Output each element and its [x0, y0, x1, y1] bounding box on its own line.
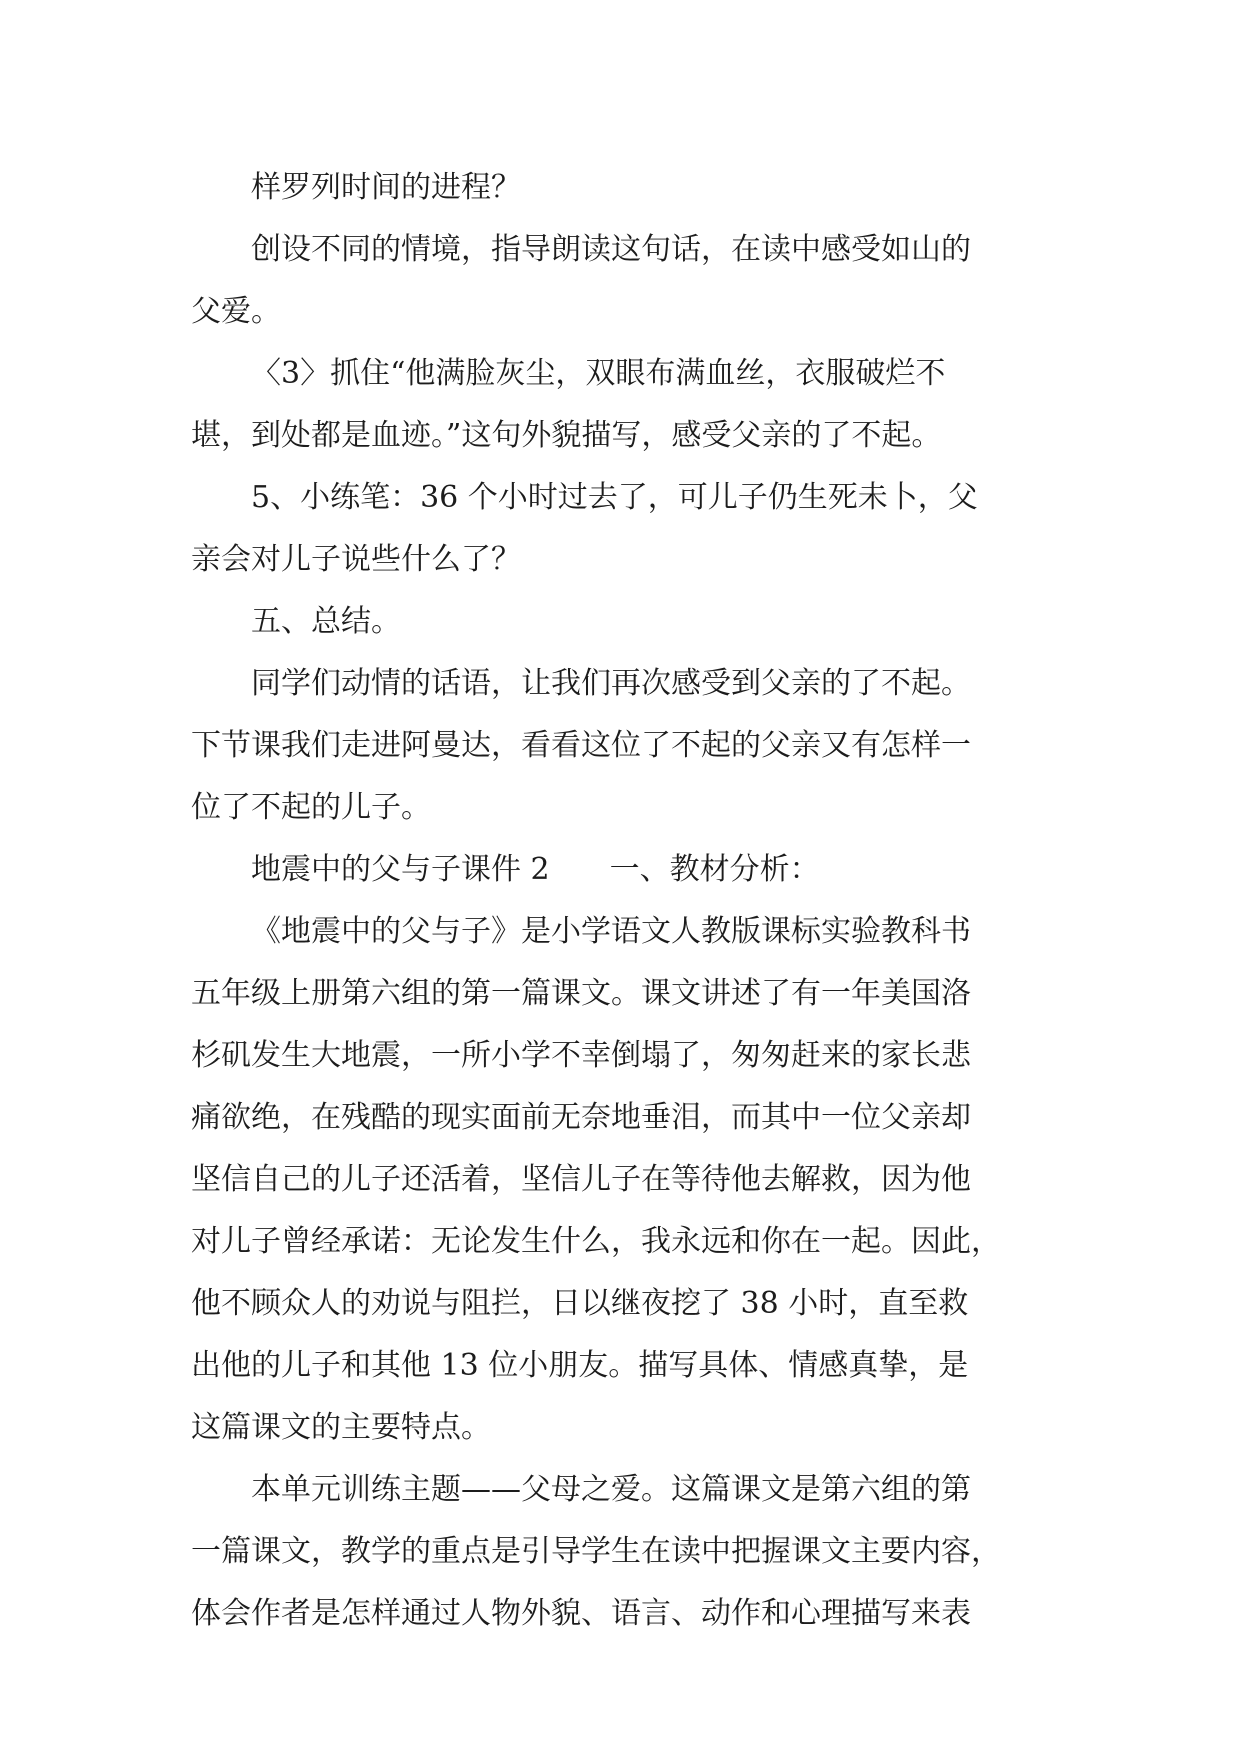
text-line: 5、小练笔：36 个小时过去了，可儿子仍生死未卜，父	[251, 480, 978, 515]
text-line: 样罗列时间的进程？	[251, 170, 521, 205]
text-line: 体会作者是怎样通过人物外貌、语言、动作和心理描写来表	[191, 1596, 971, 1631]
text-line: 对儿子曾经承诺：无论发生什么，我永远和你在一起。因此，	[191, 1224, 1001, 1259]
text-line: 位了不起的儿子。	[191, 790, 431, 825]
text-line: 坚信自己的儿子还活着，坚信儿子在等待他去解救，因为他	[191, 1162, 971, 1197]
text-line: 堪，到处都是血迹。”这句外貌描写，感受父亲的了不起。	[191, 418, 942, 453]
text-line: 出他的儿子和其他 13 位小朋友。描写具体、情感真挚，是	[191, 1348, 969, 1383]
text-line: 同学们动情的话语，让我们再次感受到父亲的了不起。	[251, 666, 971, 701]
document-body	[191, 157, 1053, 1645]
text-line: 一篇课文，教学的重点是引导学生在读中把握课文主要内容，	[191, 1534, 1001, 1569]
text-line: 他不顾众人的劝说与阻拦，日以继夜挖了 38 小时，直至救	[191, 1286, 969, 1321]
text-line: 本单元训练主题——父母之爱。这篇课文是第六组的第	[251, 1472, 971, 1507]
text-line: 〈3〉抓住“他满脸灰尘，双眼布满血丝，衣服破烂不	[251, 356, 946, 391]
text-line: 杉矶发生大地震，一所小学不幸倒塌了，匆匆赶来的家长悲	[191, 1038, 971, 1073]
text-line: 五年级上册第六组的第一篇课文。课文讲述了有一年美国洛	[191, 976, 971, 1011]
text-line: 父爱。	[191, 294, 281, 329]
text-line: 《地震中的父与子》是小学语文人教版课标实验教科书	[251, 914, 971, 949]
text-line: 创设不同的情境，指导朗读这句话，在读中感受如山的	[251, 232, 971, 267]
text-line: 亲会对儿子说些什么了？	[191, 542, 521, 577]
text-line: 痛欲绝，在残酷的现实面前无奈地垂泪，而其中一位父亲却	[191, 1100, 971, 1135]
text-line: 五、总结。	[251, 604, 401, 639]
text-line: 这篇课文的主要特点。	[191, 1410, 491, 1445]
text-line: 地震中的父与子课件 2 一、教材分析：	[251, 852, 820, 887]
text-line: 下节课我们走进阿曼达，看看这位了不起的父亲又有怎样一	[191, 728, 971, 763]
